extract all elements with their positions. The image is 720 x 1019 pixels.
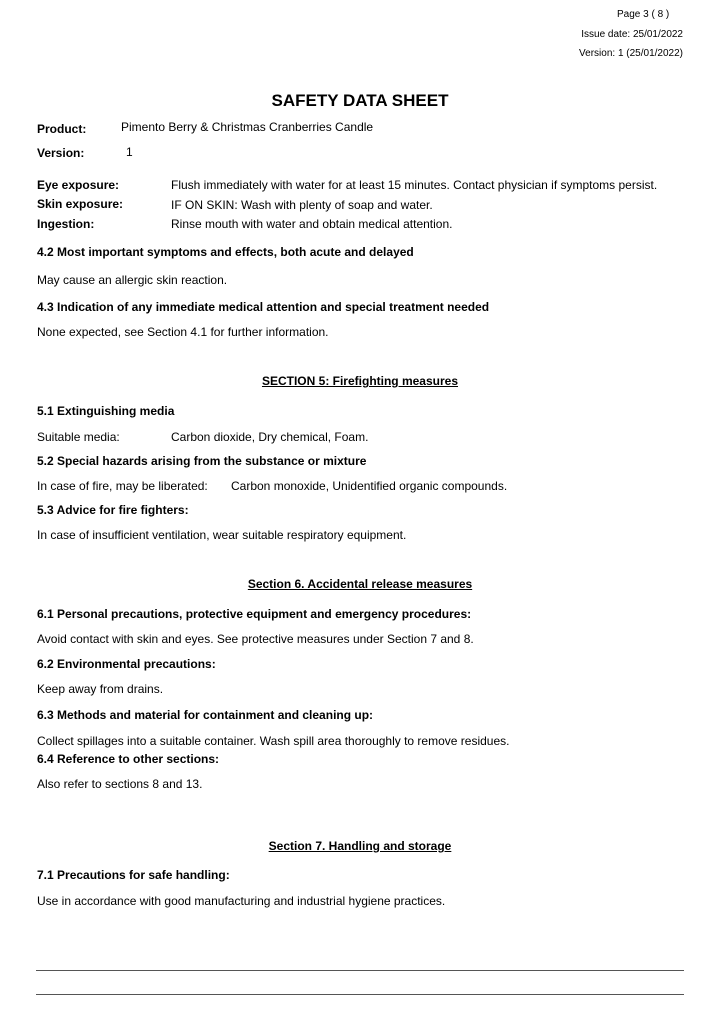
issue-date: Issue date: 25/01/2022 [581, 29, 683, 40]
ingestion-value: Rinse mouth with water and obtain medical attention. [171, 217, 453, 231]
subsection-heading-6-4: 6.4 Reference to other sections: [37, 752, 220, 766]
subsection-heading-6-2: 6.2 Environmental precautions: [37, 657, 216, 671]
subsection-heading-6-1: 6.1 Personal precautions, protective equipment and emergency procedures: [37, 607, 472, 621]
page-number: Page 3 ( 8 ) [617, 9, 670, 20]
section-6-title: Section 6. Accidental release measures [247, 577, 473, 591]
eye-exposure-label: Eye exposure: [37, 178, 120, 192]
subsection-heading-6-3: 6.3 Methods and material for containment and cleaning up: [37, 708, 374, 722]
product-label: Product: [37, 122, 87, 136]
subsection-text-5-3: In case of insufficient ventilation, wear suitable respiratory equipment. [37, 528, 407, 542]
version-label: Version: [37, 146, 85, 160]
version-info: Version: 1 (25/01/2022) [579, 48, 683, 59]
suitable-media-label: Suitable media: [37, 430, 120, 444]
ingestion-label: Ingestion: [37, 217, 95, 231]
subsection-text-7-1: Use in accordance with good manufacturing and industrial hygiene practices. [37, 894, 446, 908]
fire-liberated-label: In case of fire, may be liberated: [37, 479, 208, 493]
skin-exposure-value: IF ON SKIN: Wash with plenty of soap and water. [171, 198, 433, 212]
subsection-heading-5-3: 5.3 Advice for fire fighters: [37, 503, 189, 517]
fire-liberated-value: Carbon monoxide, Unidentified organic compounds. [231, 479, 508, 493]
document-title: SAFETY DATA SHEET [271, 91, 449, 110]
subsection-heading-7-1: 7.1 Precautions for safe handling: [37, 868, 230, 882]
subsection-text-6-4: Also refer to sections 8 and 13. [37, 777, 203, 791]
section-5-title: SECTION 5: Firefighting measures [261, 374, 459, 388]
footer-divider-top [36, 970, 684, 971]
subsection-text-6-2: Keep away from drains. [37, 682, 164, 696]
version-value: 1 [126, 145, 133, 159]
section-7-title: Section 7. Handling and storage [268, 839, 452, 853]
skin-exposure-label: Skin exposure: [37, 197, 124, 211]
subsection-heading-4-2: 4.2 Most important symptoms and effects, both acute and delayed [37, 245, 414, 259]
subsection-text-6-3: Collect spillages into a suitable container. Wash spill area thoroughly to remove residues. [37, 734, 510, 748]
suitable-media-value: Carbon dioxide, Dry chemical, Foam. [171, 430, 369, 444]
subsection-heading-4-3: 4.3 Indication of any immediate medical attention and special treatment needed [37, 300, 490, 314]
subsection-heading-5-2: 5.2 Special hazards arising from the substance or mixture [37, 454, 367, 468]
footer-divider-bottom [36, 994, 684, 995]
eye-exposure-value: Flush immediately with water for at least 15 minutes. Contact physician if symptoms persist. [171, 178, 658, 192]
subsection-heading-5-1: 5.1 Extinguishing media [37, 404, 175, 418]
subsection-text-4-3: None expected, see Section 4.1 for further information. [37, 325, 329, 339]
product-value: Pimento Berry & Christmas Cranberries Candle [121, 120, 374, 134]
subsection-text-6-1: Avoid contact with skin and eyes. See protective measures under Section 7 and 8. [37, 632, 474, 646]
subsection-text-4-2: May cause an allergic skin reaction. [37, 273, 228, 287]
